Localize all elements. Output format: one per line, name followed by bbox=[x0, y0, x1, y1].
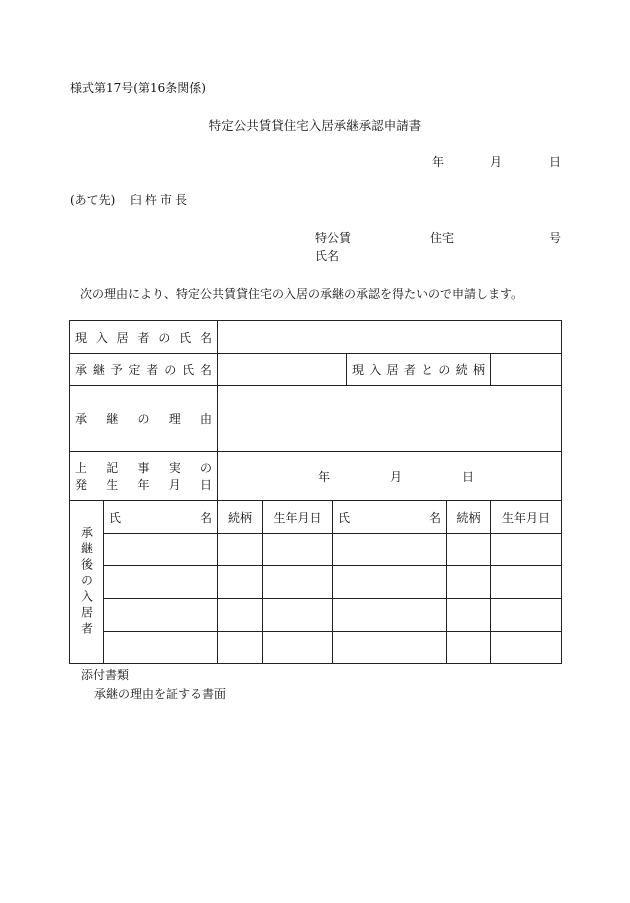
resident-relation-cell[interactable] bbox=[218, 599, 263, 632]
resident-birth-cell[interactable] bbox=[263, 566, 333, 599]
reason-label bbox=[70, 386, 218, 452]
reason-text: 承 継 の 理 由 bbox=[75, 412, 213, 426]
resident-name-cell[interactable] bbox=[333, 566, 447, 599]
resident-birth-cell[interactable] bbox=[263, 632, 333, 664]
resident-name-cell[interactable] bbox=[333, 534, 447, 566]
form-number: 様式第17号(第16条関係) bbox=[70, 81, 206, 95]
successor-row bbox=[70, 354, 562, 386]
resident-name-cell[interactable] bbox=[104, 632, 218, 664]
event-month-label: 月 bbox=[390, 469, 403, 484]
resident-relation-cell[interactable] bbox=[447, 534, 491, 566]
header-name-left bbox=[104, 501, 218, 534]
current-resident-field[interactable] bbox=[218, 321, 562, 354]
housing-jutaku-label: 住宅 bbox=[430, 231, 455, 245]
resident-relation-cell[interactable] bbox=[218, 632, 263, 664]
header-name-left-2: 名 bbox=[200, 510, 213, 525]
resident-row bbox=[70, 632, 562, 664]
current-resident-text: 現 入 居 者 の 氏 名 bbox=[75, 330, 212, 345]
after-residents-text: 承継後の入居者 bbox=[79, 526, 94, 638]
header-name-right bbox=[333, 501, 447, 534]
resident-relation-cell[interactable] bbox=[447, 599, 491, 632]
date-month-label: 月 bbox=[490, 155, 503, 169]
application-table bbox=[69, 320, 562, 664]
resident-name-cell[interactable] bbox=[333, 632, 447, 664]
after-residents-label bbox=[70, 501, 104, 664]
event-date-field[interactable] bbox=[218, 452, 562, 501]
attachments-label: 添付書類 bbox=[81, 668, 130, 682]
resident-birth-cell[interactable] bbox=[491, 599, 562, 632]
current-resident-label bbox=[70, 321, 218, 354]
header-relation-right: 続柄 bbox=[447, 501, 491, 534]
resident-relation-cell[interactable] bbox=[447, 632, 491, 664]
attachments-item: 承継の理由を証する書面 bbox=[94, 687, 227, 701]
reason-row bbox=[70, 386, 562, 452]
reason-field[interactable] bbox=[218, 386, 562, 452]
resident-row bbox=[70, 599, 562, 632]
resident-relation-cell[interactable] bbox=[218, 534, 263, 566]
intro-text: 次の理由により、特定公共賃貸住宅の入居の承継の承認を得たいので申請します。 bbox=[80, 287, 524, 301]
resident-row bbox=[70, 566, 562, 599]
event-line-2: 発 生 年 月 日 bbox=[75, 478, 213, 492]
successor-text: 承 継 予 定 者 の 氏 名 bbox=[75, 363, 212, 377]
resident-birth-cell[interactable] bbox=[491, 632, 562, 664]
event-day-label: 日 bbox=[462, 469, 475, 484]
resident-name-cell[interactable] bbox=[104, 566, 218, 599]
relation-field[interactable] bbox=[491, 354, 562, 386]
applicant-name-label: 氏名 bbox=[315, 249, 340, 263]
event-year-label: 年 bbox=[318, 469, 331, 484]
housing-number-label: 号 bbox=[549, 231, 562, 245]
addressee-label: (あて先) bbox=[70, 193, 116, 207]
header-name-right-1: 氏 bbox=[338, 510, 351, 525]
successor-label bbox=[70, 354, 218, 386]
resident-name-cell[interactable] bbox=[104, 599, 218, 632]
header-birth-left: 生年月日 bbox=[263, 501, 333, 534]
relation-label bbox=[347, 354, 491, 386]
resident-relation-cell[interactable] bbox=[218, 566, 263, 599]
header-name-left-1: 氏 bbox=[109, 510, 122, 525]
relation-text: 現 入 居 者 と の 続 柄 bbox=[352, 363, 485, 377]
successor-field[interactable] bbox=[218, 354, 347, 386]
resident-birth-cell[interactable] bbox=[263, 534, 333, 566]
resident-relation-cell[interactable] bbox=[447, 566, 491, 599]
residents-header-row bbox=[70, 501, 562, 534]
event-line-1: 上 記 事 実 の bbox=[75, 461, 213, 475]
event-date-label bbox=[70, 452, 218, 501]
header-relation-left: 続柄 bbox=[218, 501, 263, 534]
housing-label: 特公賃 bbox=[315, 231, 352, 245]
page-title: 特定公共賃貸住宅入居承継承認申請書 bbox=[208, 118, 422, 133]
date-day-label: 日 bbox=[549, 155, 562, 169]
header-name-right-2: 名 bbox=[429, 510, 442, 525]
resident-name-cell[interactable] bbox=[104, 534, 218, 566]
current-resident-row bbox=[70, 321, 562, 354]
resident-name-cell[interactable] bbox=[333, 599, 447, 632]
resident-birth-cell[interactable] bbox=[263, 599, 333, 632]
resident-row bbox=[70, 534, 562, 566]
event-date-row bbox=[70, 452, 562, 501]
resident-birth-cell[interactable] bbox=[491, 534, 562, 566]
header-birth-right: 生年月日 bbox=[491, 501, 562, 534]
addressee-name: 臼杵市長 bbox=[130, 193, 191, 207]
resident-birth-cell[interactable] bbox=[491, 566, 562, 599]
date-year-label: 年 bbox=[432, 155, 445, 169]
